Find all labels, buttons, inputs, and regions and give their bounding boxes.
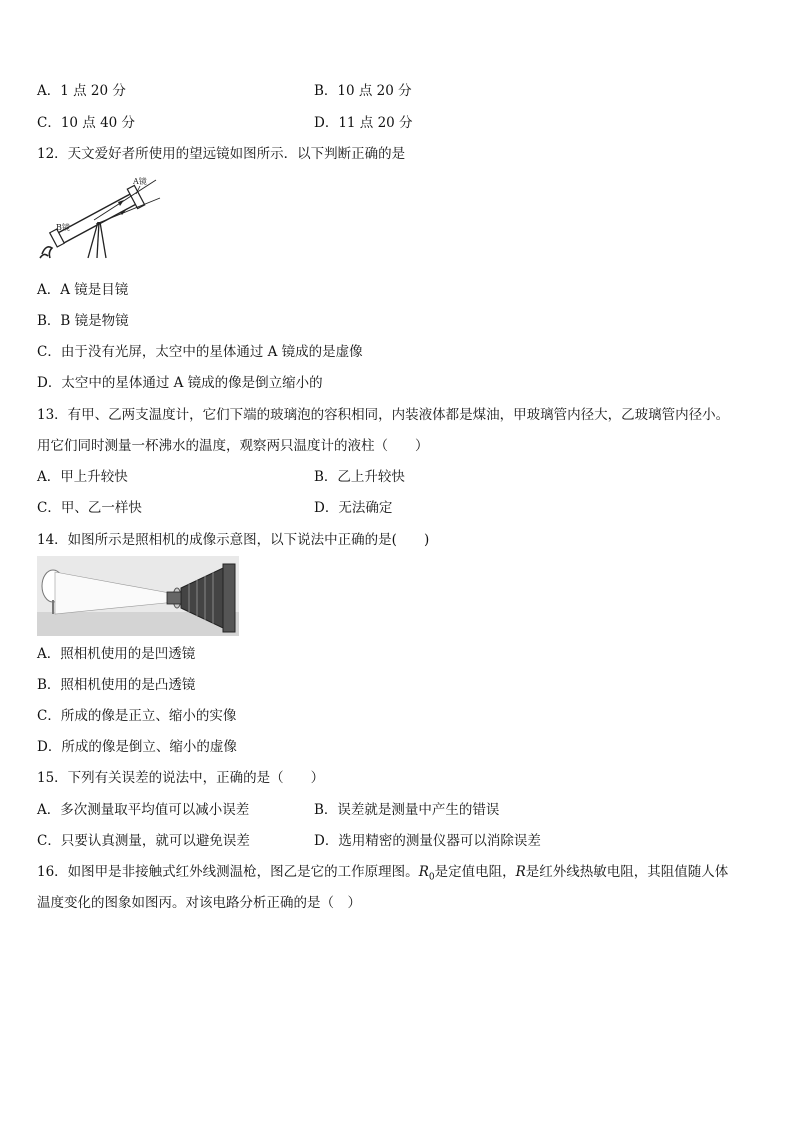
q11-option-d: D．11 点 20 分 <box>314 115 413 131</box>
q13-option-a: A．甲上升较快 <box>37 469 128 485</box>
q13-stem-line1: 13．有甲、乙两支温度计，它们下端的玻璃泡的容积相同，内装液体都是煤油，甲玻璃管内径大，乙玻璃管内径小。 <box>37 407 730 423</box>
r-symbol: R <box>515 864 526 880</box>
q12-option-c: C．由于没有光屏，太空中的星体通过 A 镜成的是虚像 <box>37 344 363 360</box>
q13-option-d: D．无法确定 <box>314 500 393 516</box>
q14-option-c: C．所成的像是正立、缩小的实像 <box>37 708 237 724</box>
q11-option-c: C．10 点 40 分 <box>37 115 136 131</box>
q15-option-a: A．多次测量取平均值可以减小误差 <box>37 802 250 818</box>
camera-figure <box>37 556 239 636</box>
q11-option-a: A．1 点 20 分 <box>37 83 126 99</box>
telescope-figure <box>36 172 164 264</box>
q14-stem: 14．如图所示是照相机的成像示意图，以下说法中正确的是( ) <box>37 532 430 548</box>
q12-option-d: D．太空中的星体通过 A 镜成的像是倒立缩小的 <box>37 375 323 391</box>
q15-option-d: D．选用精密的测量仪器可以消除误差 <box>314 833 541 849</box>
fig-label-a: A镜 <box>133 177 147 186</box>
q12-stem: 12．天文爱好者所使用的望远镜如图所示．以下判断正确的是 <box>37 146 406 162</box>
q13-stem-line2: 用它们同时测量一杯沸水的温度，观察两只温度计的液柱（ ） <box>37 438 429 454</box>
q16-stem-mid: 是定值电阻， <box>434 864 516 880</box>
q14-option-d: D．所成的像是倒立、缩小的虚像 <box>37 739 237 755</box>
q15-stem: 15．下列有关误差的说法中，正确的是（ ） <box>37 770 325 786</box>
q12-option-a: A．A 镜是目镜 <box>37 282 129 298</box>
q14-option-b: B．照相机使用的是凸透镜 <box>37 677 196 693</box>
q13-option-b: B．乙上升较快 <box>314 469 405 485</box>
q13-option-c: C．甲、乙一样快 <box>37 500 142 516</box>
r0-symbol: R <box>418 864 429 880</box>
fig-label-b: B镜 <box>56 223 70 232</box>
q15-option-b: B．误差就是测量中产生的错误 <box>314 802 500 818</box>
q11-option-b: B．10 点 20 分 <box>314 83 412 99</box>
q16-stem-post: 是红外线热敏电阻，其阻值随人体 <box>525 864 729 880</box>
q15-option-c: C．只要认真测量，就可以避免误差 <box>37 833 250 849</box>
q12-option-b: B．B 镜是物镜 <box>37 313 129 329</box>
q16-stem-line1 <box>37 863 728 887</box>
r0-subscript: 0 <box>428 872 435 883</box>
q16-stem-line2: 温度变化的图象如图丙。对该电路分析正确的是（ ） <box>37 895 361 911</box>
q16-stem-pre: 16．如图甲是非接触式红外线测温枪，图乙是它的工作原理图。 <box>37 864 419 880</box>
q14-option-a: A．照相机使用的是凹透镜 <box>37 646 196 662</box>
